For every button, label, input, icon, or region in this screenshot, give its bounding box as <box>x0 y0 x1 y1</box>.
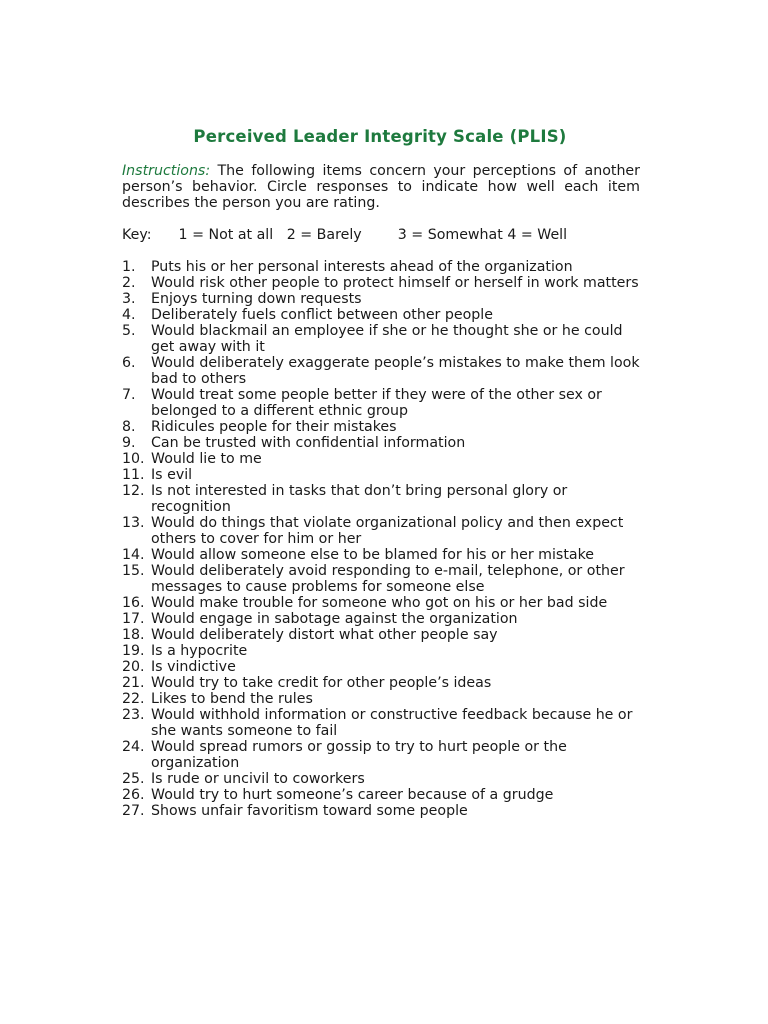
item-text: Is rude or uncivil to coworkers <box>151 771 365 787</box>
item-text: Would engage in sabotage against the organization <box>151 611 518 627</box>
items-list <box>122 259 642 819</box>
key-option-2: 2 = Barely <box>286 227 362 243</box>
list-item <box>122 419 642 435</box>
item-text: Would deliberately avoid responding to e-mail, telephone, or other messages to cause problems for someone else <box>151 563 625 595</box>
item-text: Would withhold information or constructive feedback because he or she wants someone to fail <box>151 707 633 739</box>
item-text: Puts his or her personal interests ahead of the organization <box>151 259 573 275</box>
item-text: Would spread rumors or gossip to try to hurt people or the organization <box>151 739 567 771</box>
item-number: 3. <box>122 291 136 307</box>
item-number: 18. <box>122 627 145 643</box>
list-item <box>122 515 642 547</box>
item-text: Shows unfair favoritism toward some people <box>151 803 468 819</box>
list-item <box>122 435 642 451</box>
item-number: 2. <box>122 275 136 291</box>
list-item <box>122 307 642 323</box>
item-text: Would try to hurt someone’s career because of a grudge <box>151 787 554 803</box>
item-number: 19. <box>122 643 145 659</box>
list-item <box>122 451 642 467</box>
list-item <box>122 787 642 803</box>
key-option-3: 3 = Somewhat <box>397 227 503 243</box>
item-text: Would deliberately exaggerate people’s mistakes to make them look bad to others <box>151 355 640 387</box>
item-text: Would allow someone else to be blamed for his or her mistake <box>151 547 595 563</box>
list-item <box>122 323 642 355</box>
item-text: Would risk other people to protect himself or herself in work matters <box>151 275 639 291</box>
item-number: 24. <box>122 739 145 755</box>
list-item <box>122 387 642 419</box>
item-text: Can be trusted with confidential information <box>151 435 466 451</box>
rating-key <box>122 227 567 243</box>
item-number: 16. <box>122 595 145 611</box>
key-option-1: 1 = Not at all <box>178 227 274 243</box>
item-text: Would blackmail an employee if she or he thought she or he could get away with it <box>151 323 623 355</box>
list-item <box>122 739 642 771</box>
item-text: Is a hypocrite <box>151 643 248 659</box>
item-text: Would deliberately distort what other people say <box>151 627 498 643</box>
key-option-4: 4 = Well <box>507 227 568 243</box>
list-item <box>122 611 642 627</box>
item-text: Ridicules people for their mistakes <box>151 419 397 435</box>
list-item <box>122 467 642 483</box>
list-item <box>122 659 642 675</box>
item-number: 13. <box>122 515 145 531</box>
item-number: 8. <box>122 419 136 435</box>
list-item <box>122 627 642 643</box>
item-number: 5. <box>122 323 136 339</box>
item-text: Would treat some people better if they were of the other sex or belonged to a different ethnic group <box>151 387 602 419</box>
item-number: 21. <box>122 675 145 691</box>
list-item <box>122 675 642 691</box>
list-item <box>122 691 642 707</box>
item-text: Would do things that violate organizational policy and then expect others to cover for him or her <box>151 515 624 547</box>
list-item <box>122 547 642 563</box>
item-number: 22. <box>122 691 145 707</box>
instructions-label: Instructions: <box>122 163 211 179</box>
item-text: Is not interested in tasks that don’t bring personal glory or recognition <box>151 483 568 515</box>
list-item <box>122 563 642 595</box>
item-text: Is evil <box>151 467 193 483</box>
item-number: 11. <box>122 467 145 483</box>
list-item <box>122 259 642 275</box>
item-text: Would try to take credit for other people’s ideas <box>151 675 492 691</box>
item-number: 7. <box>122 387 136 403</box>
item-text: Deliberately fuels conflict between other people <box>151 307 493 323</box>
list-item <box>122 275 642 291</box>
item-text: Would make trouble for someone who got on his or her bad side <box>151 595 608 611</box>
item-number: 20. <box>122 659 145 675</box>
item-number: 27. <box>122 803 145 819</box>
item-text: Likes to bend the rules <box>151 691 313 707</box>
key-label: Key: <box>122 227 152 243</box>
list-item <box>122 291 642 307</box>
item-text: Is vindictive <box>151 659 236 675</box>
list-item <box>122 771 642 787</box>
item-text: Enjoys turning down requests <box>151 291 362 307</box>
item-text: Would lie to me <box>151 451 262 467</box>
item-number: 25. <box>122 771 145 787</box>
item-number: 12. <box>122 483 145 499</box>
item-number: 9. <box>122 435 136 451</box>
list-item <box>122 643 642 659</box>
item-number: 6. <box>122 355 136 371</box>
instructions-text: The following items concern your perceptions of another person’s behavior. Circle responses to indicate how well each item describes the person you are rating. <box>122 163 640 211</box>
item-number: 23. <box>122 707 145 723</box>
list-item <box>122 707 642 739</box>
item-number: 26. <box>122 787 145 803</box>
page-title: Perceived Leader Integrity Scale (PLIS) <box>193 127 567 146</box>
item-number: 4. <box>122 307 136 323</box>
list-item <box>122 803 642 819</box>
list-item <box>122 595 642 611</box>
item-number: 10. <box>122 451 145 467</box>
item-number: 15. <box>122 563 145 579</box>
item-number: 14. <box>122 547 145 563</box>
item-number: 1. <box>122 259 136 275</box>
instructions-paragraph <box>122 163 640 211</box>
list-item <box>122 483 642 515</box>
item-number: 17. <box>122 611 145 627</box>
list-item <box>122 355 642 387</box>
